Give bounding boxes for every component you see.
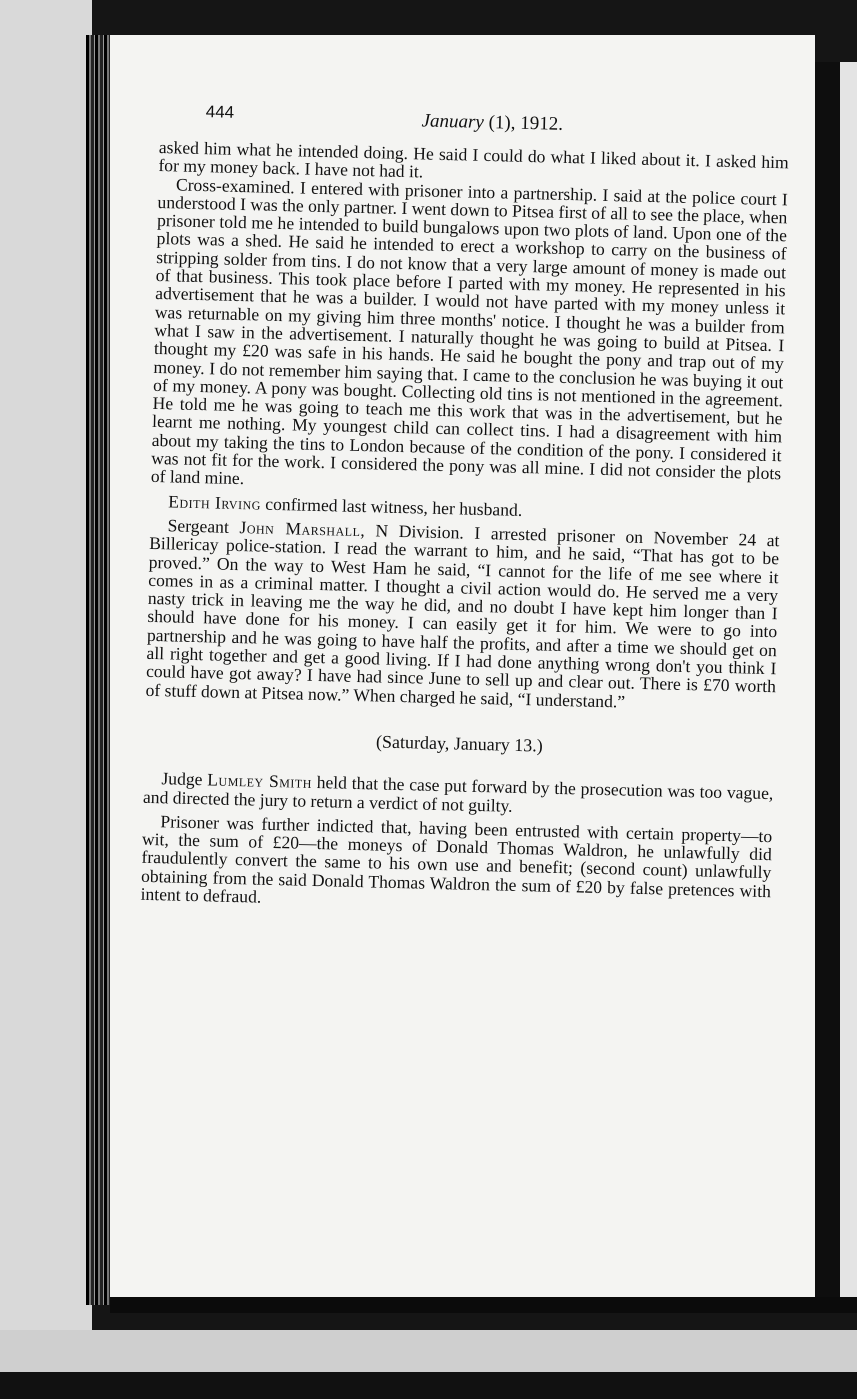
page-bottom-edge [110, 1297, 857, 1313]
paragraph-indictment: Prisoner was further indicted that, having been entrusted with certain property—to wit, the sum of £20—the moneys of Donald Thomas Waldron, he unlawfully did fraudulently convert the same to his own use and benefit; (second count) unlawfully obtaining from the said Donald Thomas Waldron the sum of £20 by false pretences with intent to defraud. [140, 811, 773, 907]
paragraph-edith-irving: Edith Irving confirmed last witness, her husband. [168, 490, 523, 520]
paragraph-judge: Judge Lumley Smith held that the case put forward by the prosecution was too vague, and directed the jury to return a verdict of not guilty. [142, 768, 774, 816]
left-margin [0, 0, 92, 1399]
paragraph-continuation: asked him what he intended doing. He said I could do what I liked about it. I asked him for my money back. I have not had it. [158, 136, 789, 182]
judge-name: Lumley Smith [207, 769, 313, 793]
running-head-date: (1), 1912. [483, 111, 564, 135]
page-number: 444 [205, 102, 235, 122]
dateline: (Saturday, January 13.) [375, 731, 544, 756]
paragraph-cross-examined: Cross-examined. I entered with prisoner into a partnership. I said at the police court I understood I was the only partner. I went down to Pitsea first of all to see the place, when prisoner told me he intended to build bungalows upon two plots of land. Upon one of the plots was a shed. He said he intended to erect a workshop to carry on the business of stripping solder from tins. I do not know that a very large amount of money is made out of that business. This took place before I parted with my money. He represented in his advertisement that he was a builder. I would not have parted with my money unless it was returnable on my giving him three months' notice. I thought he was a builder from what I saw in the advertisement. I naturally thought he was going to build at Pitsea. I thought my £20 was safe in his hands. He said he bought the pony and trap out of my money. I do not remember him saying that. I came to the conclusion he was buying it out of my money. A pony was bought. Collecting old tins is not mentioned in the agreement. He told me he was going to teach me this work that was in the advertisement, but he learnt me nothing. My youngest child can collect tins. I had a disagreement with him about my taking the tins to London because of the condition of the pony. I considered it was not fit for the work. I considered the pony was all mine. I did not consider the plots of land mine. [150, 174, 789, 489]
running-head [421, 112, 563, 134]
facing-page-edge [840, 62, 857, 1302]
paragraph-sergeant-marshall: Sergeant John Marshall, N Division. I arrested prisoner on November 24 at Billericay police-station. I read the warrant to him, and he said, “That has got to be proved.” On the way to West Ham he said, “I cannot for the life of me see where it comes in as a criminal matter. I thought a civil action would do. He served me a very nasty trick in leaving me the way he did, and no doubt I have kept him longer than I should have done for his money. I can easily get it for him. We were to go into partnership and he was going to have half the profits, and after a time we should get on all right together and get a good living. If I had done anything wrong don't you think I could have got away? I have had since June to sell up and clear out. There is £70 worth of stuff down at Pitsea now.” When charged he said, “I understand.” [145, 515, 780, 712]
bottom-shadow [0, 1372, 857, 1399]
witness-name: Edith Irving [168, 490, 262, 514]
witness-name: John Marshall [239, 517, 361, 540]
page-content [140, 102, 789, 918]
running-head-month: January [421, 110, 485, 133]
